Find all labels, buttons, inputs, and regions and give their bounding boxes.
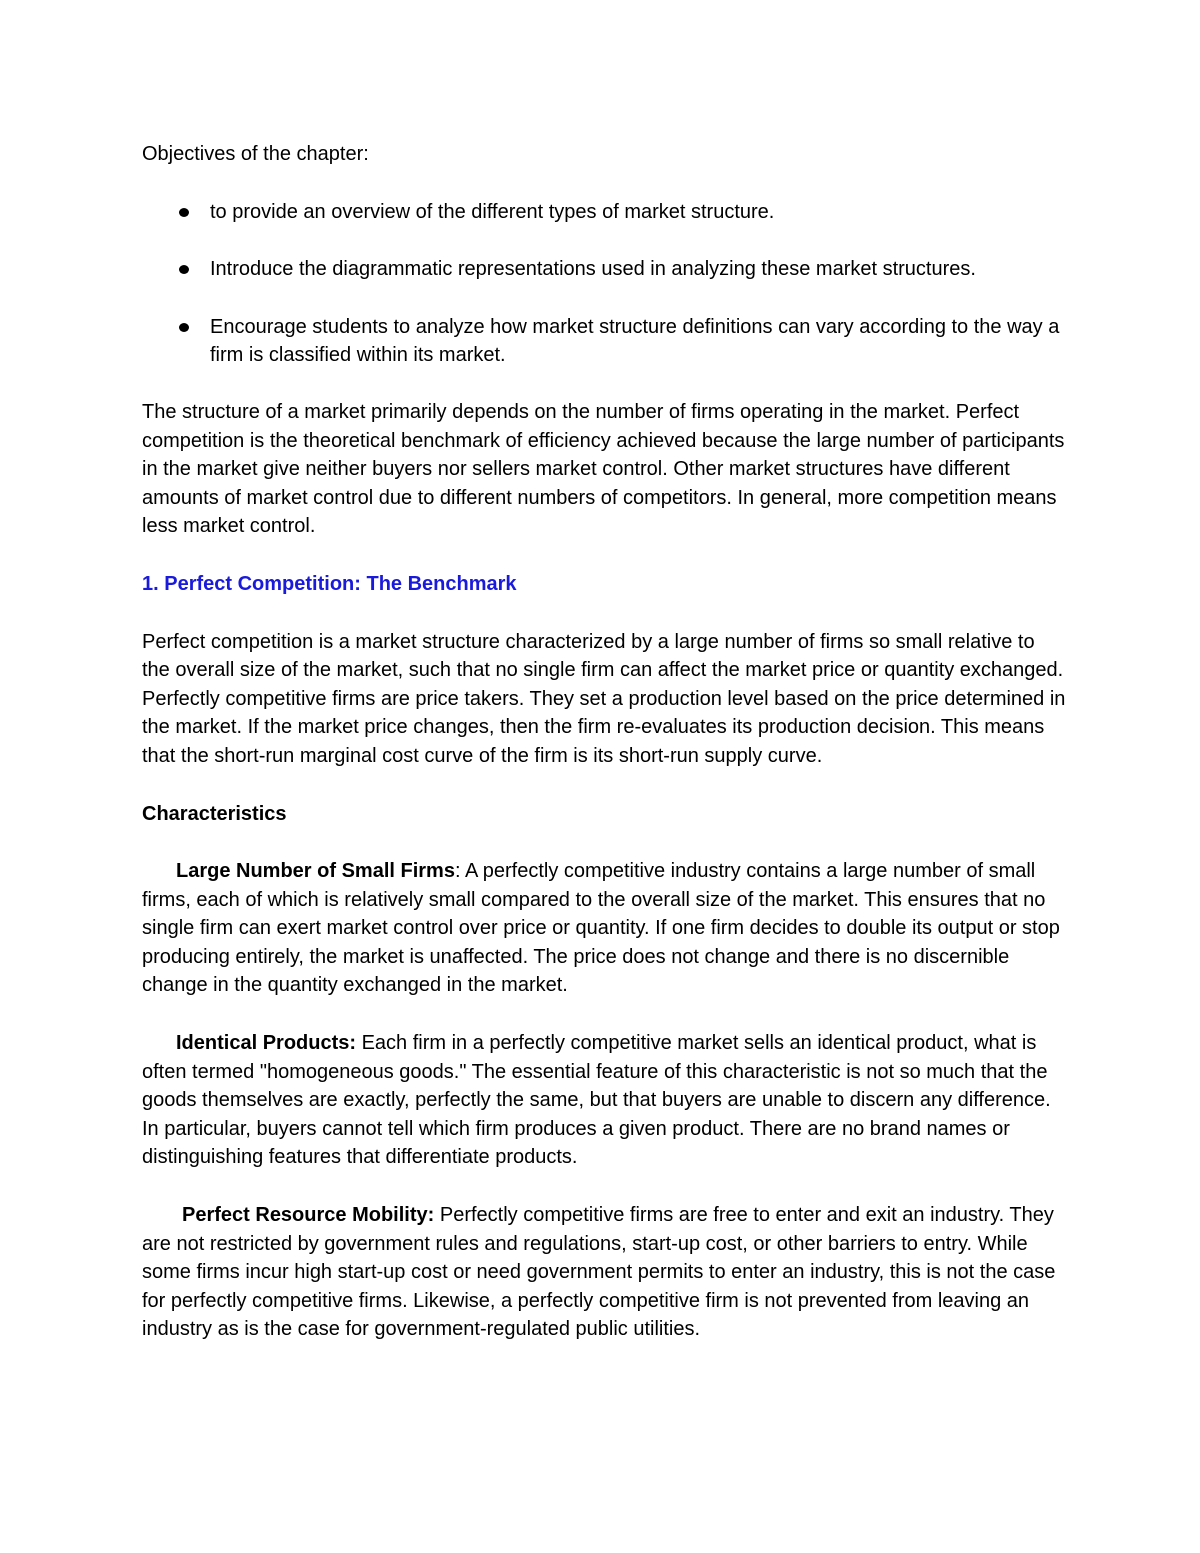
- characteristic-term: Perfect Resource Mobility:: [182, 1204, 435, 1227]
- section-heading: 1. Perfect Competition: The Benchmark: [142, 572, 517, 595]
- list-item: [142, 313, 1067, 370]
- characteristic-separator: :: [454, 860, 465, 883]
- characteristic-text: Each firm in a perfectly competitive market sells an identical product, what is often termed "homogeneous goods." The essential feature of this characteristic is not so much that the goods themselves are exactly, perfectly the same, but that buyers are unable to discern any difference. In particular, buyers cannot tell which firm produces a given product. There are no brand names or distinguishing features that differentiate products.: [142, 1032, 1051, 1169]
- objectives-heading: Objectives of the chapter:: [142, 143, 369, 165]
- list-item: [142, 255, 1067, 284]
- characteristic-paragraph: [142, 857, 1067, 1000]
- characteristic-text: A perfectly competitive industry contains a large number of small firms, each of which is relatively small compared to the overall size of the market. This ensures that no single firm can exert market control over price or quantity. If one firm decides to double its output or stop producing entirely, the market is unaffected. The price does not change and there is no discernible change in the quantity exchanged in the market.: [142, 860, 1060, 997]
- intro-paragraph: The structure of a market primarily depends on the number of firms operating in the market. Perfect competition is the theoretical benchmark of efficiency achieved because the large number of participants in the market give neither buyers nor sellers market control. Other market structures have different amounts of market control due to different numbers of competitors. In general, more competition means less market control.: [142, 400, 1065, 538]
- section-body-paragraph: Perfect competition is a market structure characterized by a large number of firms so small relative to the overall size of the market, such that no single firm can affect the market price or quantity exchanged. Perfectly competitive firms are price takers. They set a production level based on the price determined in the market. If the market price changes, then the firm re-evaluates its production decision. This means that the short-run marginal cost curve of the firm is its short-run supply curve.: [142, 630, 1066, 767]
- characteristic-paragraph: [142, 1201, 1067, 1344]
- objective-text: to provide an overview of the different types of market structure.: [210, 200, 775, 223]
- characteristic-text: Perfectly competitive firms are free to enter and exit an industry. They are not restricted by government rules and regulations, start-up cost, or other barriers to entry. While some firms incur high start-up cost or need government permits to enter an industry, this is not the case for perfectly competitive firms. Likewise, a perfectly competitive firm is not prevented from leaving an industry as is the case for government-regulated public utilities.: [142, 1204, 1056, 1341]
- characteristic-term: Large Number of Small Firms: [176, 860, 455, 883]
- characteristics-heading: Characteristics: [142, 802, 287, 825]
- objective-text: Encourage students to analyze how market structure definitions can vary according to the way a firm is classified within its market.: [210, 315, 1060, 367]
- bullet-icon: [179, 208, 189, 217]
- characteristic-term: Identical Products:: [176, 1032, 357, 1055]
- list-item: [142, 198, 1067, 227]
- characteristic-paragraph: [142, 1029, 1067, 1172]
- bullet-icon: [179, 323, 189, 332]
- document-page: [142, 140, 1067, 1373]
- bullet-icon: [179, 265, 189, 274]
- objective-text: Introduce the diagrammatic representations used in analyzing these market structures.: [210, 258, 976, 281]
- objectives-list: [142, 198, 1067, 370]
